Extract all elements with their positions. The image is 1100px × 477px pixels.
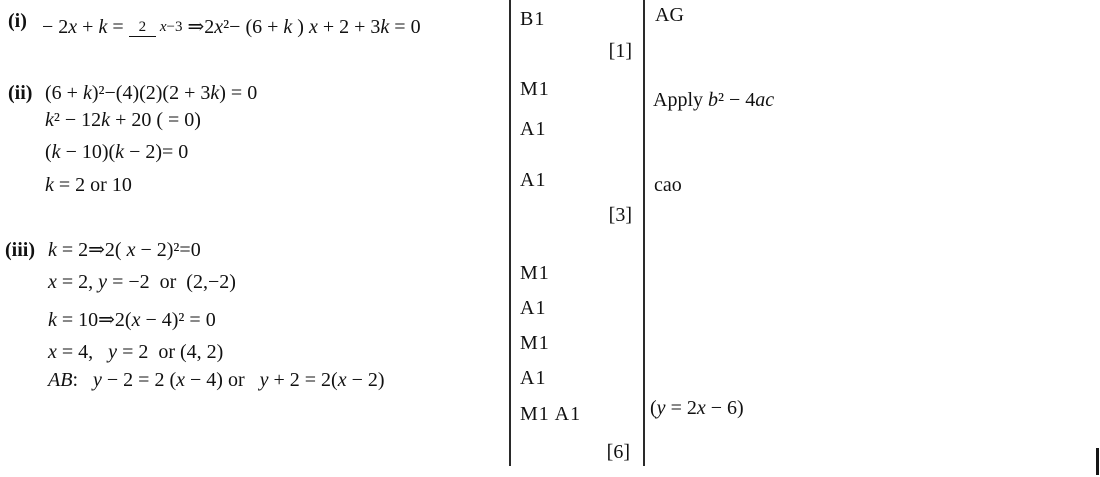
fraction-numerator: 2 [129, 19, 157, 37]
part-iii-working-line: k = 2⇒2( x − 2)²=0 [48, 239, 201, 261]
comment-line-equation: (y = 2x − 6) [650, 397, 744, 419]
mark-total-part-iii: [6] [606, 441, 630, 463]
part-i-label: (i) [8, 10, 27, 32]
fraction-denominator: x−3 [159, 18, 183, 35]
mark-a1: A1 [520, 297, 547, 319]
mark-m1: M1 [520, 262, 550, 284]
part-iii-working-line: AB: y − 2 = 2 (x − 4) or y + 2 = 2(x − 2) [48, 369, 385, 391]
mark-a1: A1 [520, 118, 547, 140]
part-iii-label: (iii) [5, 239, 35, 261]
part-iii-working-line: k = 10⇒2(x − 4)² = 0 [48, 309, 216, 331]
part-ii-working-line: (k − 10)(k − 2)= 0 [45, 141, 189, 163]
comment-cao: cao [654, 174, 682, 196]
part-ii-working-line: (6 + k)²−(4)(2)(2 + 3k) = 0 [45, 82, 258, 104]
mark-m1-a1: M1 A1 [520, 403, 582, 425]
equation-segment: − 2x + k = [42, 16, 124, 38]
mark-total-part-ii: [3] [608, 204, 632, 226]
part-i-working-line [42, 2, 421, 52]
part-iii-working-line: x = 2, y = −2 or (2,−2) [48, 271, 236, 293]
mark-a1: A1 [520, 367, 547, 389]
part-iii-working-line: x = 4, y = 2 or (4, 2) [48, 341, 224, 363]
mark-m1: M1 [520, 78, 550, 100]
part-ii-label: (ii) [8, 82, 33, 104]
fraction [129, 19, 183, 36]
comment-apply-discriminant: Apply b² − 4ac [653, 89, 775, 111]
mark-b1: B1 [520, 8, 546, 30]
column-divider-left [509, 0, 511, 466]
column-divider-right [643, 0, 645, 466]
part-ii-working-line: k² − 12k + 20 ( = 0) [45, 109, 201, 131]
comment-ag: AG [655, 4, 684, 26]
cursor-mark [1096, 448, 1099, 475]
part-ii-working-line: k = 2 or 10 [45, 174, 132, 196]
mark-total-part-i: [1] [608, 40, 632, 62]
mark-a1: A1 [520, 169, 547, 191]
equation-segment: ⇒2x²− (6 + k ) x + 2 + 3k = 0 [187, 16, 421, 38]
mark-m1: M1 [520, 332, 550, 354]
